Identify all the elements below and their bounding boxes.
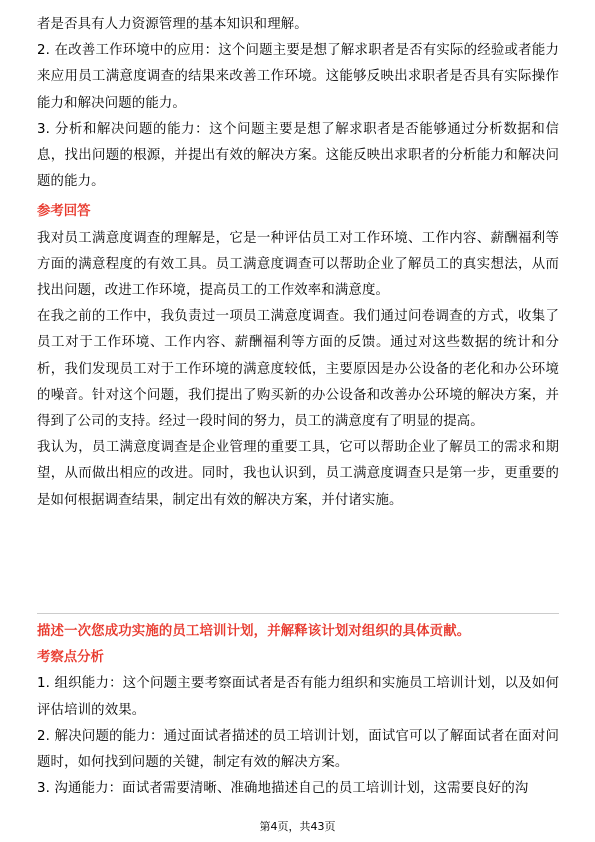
analysis-paragraph: 3. 沟通能力：面试者需要清晰、准确地描述自己的员工培训计划，这需要良好的沟 [37,781,529,797]
answer-paragraph: 在我之前的工作中，我负责过一项员工满意度调查。我们通过问卷调查的方式，收集了员工对于工作环境、工作内容、薪酬福利等方面的反馈。通过对这些数据的统计和分析，我们发现员工对于工作环境的满意度较低，主要原因是办公设备的老化和办公环境的噪音。针对这个问题，我们提出了购买新的办公设备和改善办公环境的解决方案，并得到了公司的支持。经过一段时间的努力，员工的满意度有了明显的提高。 [37,309,559,430]
answer-paragraph: 我认为，员工满意度调查是企业管理的重要工具，它可以帮助企业了解员工的需求和期望，从而做出相应的改进。同时，我也认识到，员工满意度调查只是第一步，更重要的是如何根据调查结果，制定出有效的解决方案，并付诸实施。 [37,440,559,508]
body-paragraph: 3. 分析和解决问题的能力：这个问题主要是想了解求职者是否能够通过分析数据和信息，找出问题的根源，并提出有效的解决方案。这能反映出求职者的分析能力和解决问题的能力。 [37,121,559,190]
analysis-paragraph: 1. 组织能力：这个问题主要考察面试者是否有能力组织和实施员工培训计划，以及如何评估培训的效果。 [37,676,559,718]
answer-paragraph: 我对员工满意度调查的理解是，它是一种评估员工对工作环境、工作内容、薪酬福利等方面的满意程度的有效工具。员工满意度调查可以帮助企业了解员工的真实想法，从而找出问题，改进工作环境，提高员工的工作效率和满意度。 [37,230,559,299]
body-paragraph: 者是否具有人力资源管理的基本知识和理解。 [37,17,308,32]
body-paragraph: 2. 在改善工作环境中的应用：这个问题主要是想了解求职者是否有实际的经验或者能力来应用员工满意度调查的结果来改善工作环境。这能够反映出求职者是否具有实际操作能力和解决问题的能力。 [37,43,559,111]
analysis-heading: 考察点分析 [37,650,104,666]
analysis-paragraph: 2. 解决问题的能力：通过面试者描述的员工培训计划，面试官可以了解面试者在面对问题时，如何找到问题的关键，制定有效的解决方案。 [37,728,559,771]
answer-heading: 参考回答 [37,204,91,220]
document-page [37,12,559,514]
question-title: 描述一次您成功实施的员工培训计划，并解释该计划对组织的具体贡献。 [37,624,471,639]
section-divider [37,613,559,614]
question-section [37,619,559,802]
page-number: 第4页，共43页 [259,820,336,833]
